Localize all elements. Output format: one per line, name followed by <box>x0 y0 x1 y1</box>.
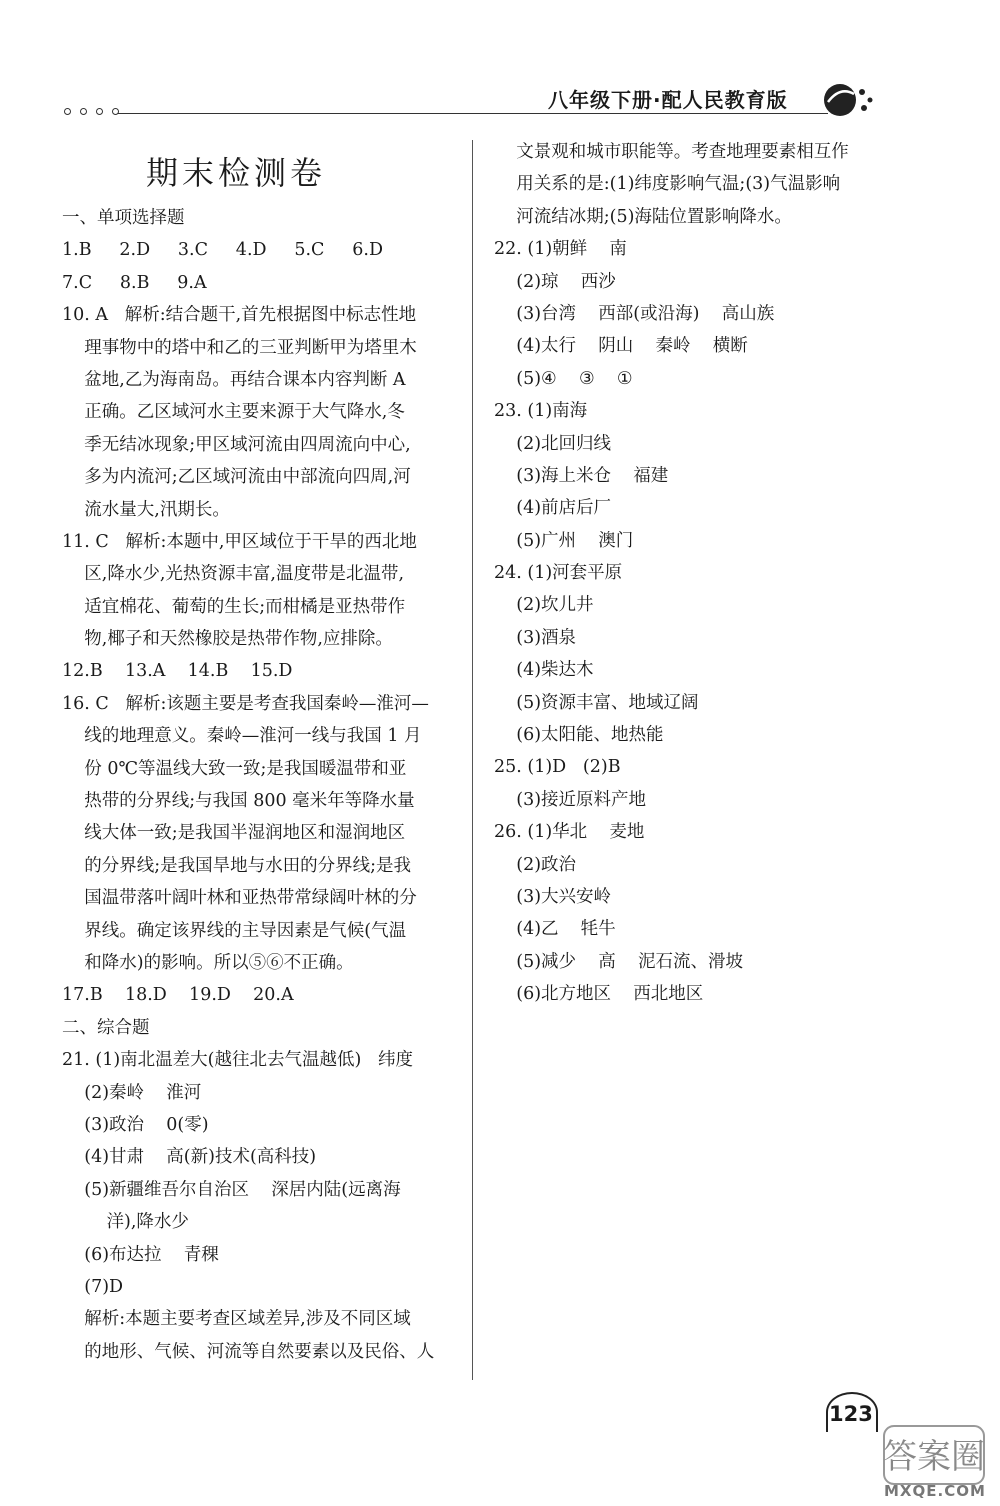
left-column <box>62 202 467 1368</box>
text-line: (3)台湾 西部(或沿海) 高山族 <box>494 303 775 324</box>
text-line: (3)大兴安岭 <box>494 886 612 907</box>
text-line: (2)北回归线 <box>494 433 612 454</box>
text-line: 21. (1)南北温差大(越往北去气温越低) 纬度 <box>62 1050 414 1071</box>
text-line: 23. (1)南海 <box>494 401 588 422</box>
text-line: 25. (1)D (2)B <box>494 757 621 778</box>
text-line: 一、单项选择题 <box>62 208 185 228</box>
text-line: (3)接近原料产地 <box>494 789 647 810</box>
text-line: 11. C 解析:本题中,甲区域位于干旱的西北地 <box>62 531 417 552</box>
text-line: (5)新疆维吾尔自治区 深居内陆(远离海 <box>62 1179 401 1200</box>
text-line: 二、综合题 <box>62 1017 150 1038</box>
text-line: (6)北方地区 西北地区 <box>494 984 704 1005</box>
text-line: (3)海上米仓 福建 <box>494 465 669 486</box>
text-line: (6)太阳能、地热能 <box>494 725 664 746</box>
book-title: 八年级下册·配人民教育版 <box>548 88 788 112</box>
text-line: (4)前店后厂 <box>494 498 612 519</box>
text-line: (5)④ ③ ① <box>494 368 633 389</box>
text-line: (7)D <box>62 1276 124 1297</box>
text-line: (2)政治 <box>494 854 577 875</box>
dot-icon <box>96 108 103 115</box>
text-line: 盆地,乙为海南岛。再结合课本内容判断 A <box>62 369 406 390</box>
text-line: 解析:本题主要考查区域差异,涉及不同区域 <box>62 1309 411 1330</box>
text-line: 季无结冰现象;甲区域河流由四周流向中心, <box>62 434 411 455</box>
text-line: 22. (1)朝鲜 南 <box>494 239 627 260</box>
text-line: (5)广州 澳门 <box>494 530 634 551</box>
text-line: (4)甘肃 高(新)技术(高科技) <box>62 1147 317 1168</box>
text-line: 线的地理意义。秦岭—淮河一线与我国 1 月 <box>62 726 422 747</box>
page-number-text: 123 <box>829 1402 873 1426</box>
text-line: (3)酒泉 <box>494 627 577 648</box>
text-line: (2)秦岭 淮河 <box>62 1082 202 1103</box>
text-line: 国温带落叶阔叶林和亚热带常绿阔叶林的分 <box>62 888 417 909</box>
text-line: 河流结冰期;(5)海陆位置影响降水。 <box>494 206 792 227</box>
text-line: 物,椰子和天然橡胶是热带作物,应排除。 <box>62 629 393 650</box>
watermark-logo-text: 答案圈 <box>883 1437 985 1477</box>
publisher-logo-icon <box>818 78 878 120</box>
text-line: (5)减少 高 泥石流、滑坡 <box>494 951 744 972</box>
dot-icon <box>80 108 87 115</box>
text-line: 理事物中的塔中和乙的三亚判断甲为塔里木 <box>62 337 417 358</box>
text-line: 的分界线;是我国旱地与水田的分界线;是我 <box>62 855 412 876</box>
text-line: 文景观和城市职能等。考查地理要素相互作 <box>494 142 849 162</box>
column-divider <box>472 140 473 1380</box>
text-line: 正确。乙区域河水主要来源于大气降水,冬 <box>62 402 405 423</box>
text-line: 份 0℃等温线大致一致;是我国暖温带和亚 <box>62 758 407 779</box>
header-rule <box>118 113 828 114</box>
text-line: 16. C 解析:该题主要是考查我国秦岭—淮河— <box>62 693 429 714</box>
text-line: (4)柴达木 <box>494 660 594 681</box>
text-line: 26. (1)华北 麦地 <box>494 822 645 843</box>
text-line: 多为内流河;乙区域河流由中部流向四周,河 <box>62 467 411 488</box>
text-line: 流水量大,汛期长。 <box>62 499 230 520</box>
text-line: (2)坎儿井 <box>494 595 594 616</box>
text-line: 洋),降水少 <box>62 1212 189 1233</box>
text-line: (5)资源丰富、地域辽阔 <box>494 692 699 713</box>
watermark-site: MXQE.COM <box>884 1482 986 1500</box>
text-line: 1.B 2.D 3.C 4.D 5.C 6.D <box>62 240 383 261</box>
text-line: 和降水)的影响。所以⑤⑥不正确。 <box>62 952 354 973</box>
page-number <box>826 1392 880 1424</box>
text-line: 界线。确定该界线的主导因素是气候(气温 <box>62 920 407 941</box>
text-line: (6)布达拉 青稞 <box>62 1244 219 1265</box>
page-title: 期末检测卷 <box>145 154 326 192</box>
text-line: (4)乙 牦牛 <box>494 919 616 940</box>
text-line: 12.B 13.A 14.B 15.D <box>62 661 293 682</box>
text-line: 区,降水少,光热资源丰富,温度带是北温带, <box>62 564 405 585</box>
text-line: 适宜棉花、葡萄的生长;而柑橘是亚热带作 <box>62 596 406 617</box>
text-line: 热带的分界线;与我国 800 毫米年等降水量 <box>62 791 415 812</box>
dot-icon <box>64 108 71 115</box>
text-line: 17.B 18.D 19.D 20.A <box>62 985 294 1006</box>
text-line: (2)琼 西沙 <box>494 271 616 292</box>
text-line: 10. A 解析:结合题干,首先根据图中标志性地 <box>62 305 417 326</box>
header-dots-decoration <box>64 108 119 115</box>
text-line: 线大体一致;是我国半湿润地区和湿润地区 <box>62 823 406 844</box>
text-line: 用关系的是:(1)纬度影响气温;(3)气温影响 <box>494 174 841 195</box>
text-line: (3)政治 0(零) <box>62 1114 209 1135</box>
text-line: 7.C 8.B 9.A <box>62 272 207 293</box>
text-line: 的地形、气候、河流等自然要素以及民俗、人 <box>62 1341 435 1362</box>
right-column <box>494 136 894 1011</box>
text-line: 24. (1)河套平原 <box>494 563 623 584</box>
text-line: (4)太行 阴山 秦岭 横断 <box>494 336 748 357</box>
